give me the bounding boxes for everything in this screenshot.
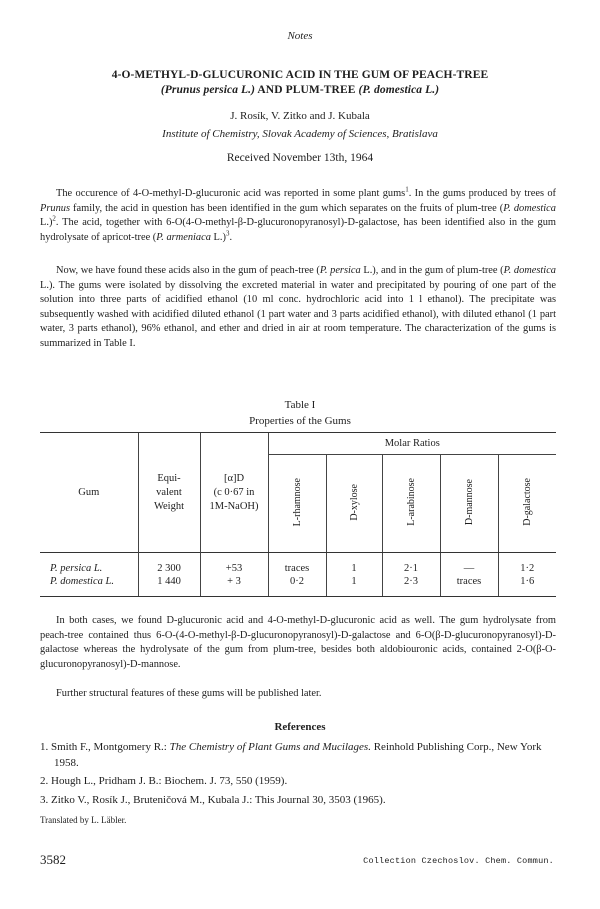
- running-head: Notes: [287, 30, 313, 42]
- references-heading: References: [274, 721, 326, 733]
- table-caption: [0, 397, 600, 429]
- page-number: 3582: [40, 852, 66, 867]
- header-specific-rotation: [α]D (c 0·67 in 1M-NaOH): [200, 433, 268, 553]
- paragraph-4: Further structural features of these gums will be published later.: [56, 688, 322, 699]
- title-line-1: 4-O-METHYL-D-GLUCURONIC ACID IN THE GUM OF PEACH-TREE: [111, 69, 489, 81]
- title-species-1: (Prunus persica L.): [160, 84, 256, 96]
- reference-item: 1. Smith F., Montgomery R.: The Chemistry of Plant Gums and Mucilages. Reinhold Publishing Corp., New York 1958.: [40, 741, 542, 769]
- header-sugar-arabinose: L-arabinose: [405, 478, 417, 526]
- header-sugar-mannose: D-mannose: [463, 478, 475, 526]
- header-sugar-xylose: D-xylose: [348, 483, 360, 521]
- reference-item: 2. Hough L., Pridham J. B.: Biochem. J. 73, 550 (1959).: [40, 775, 288, 787]
- header-gum: Gum: [40, 433, 138, 553]
- header-molar-ratios: Molar Ratios: [268, 433, 556, 455]
- references-list: [40, 740, 560, 811]
- table-number: Table I: [284, 399, 316, 411]
- reference-item: 3. Zitko V., Rosík J., Bruteničová M., Kubala J.: This Journal 30, 3503 (1965).: [40, 793, 386, 806]
- authors: J. Rosík, V. Zitko and J. Kubala: [230, 110, 370, 122]
- received-date: Received November 13th, 1964: [226, 152, 374, 164]
- title-species-2: (P. domestica L.): [358, 84, 440, 96]
- title-connector: AND PLUM-TREE: [255, 84, 359, 96]
- table-header-row-1: [40, 433, 556, 455]
- title-line-2: [40, 83, 560, 98]
- table-title: Properties of the Gums: [249, 415, 351, 427]
- citation-3: 3: [225, 229, 230, 238]
- institute: Institute of Chemistry, Slovak Academy of Sciences, Bratislava: [162, 128, 438, 140]
- translator-note: Translated by L. Läbler.: [40, 815, 127, 825]
- header-sugar-galactose: D-galactose: [521, 478, 533, 526]
- paragraph-2: Now, we have found these acids also in the gum of peach-tree (P. persica L.), and in the gum of plum-tree (P. domestica L.). The gums were isolated by dissolving the excreted material in water and precipitated by pouring of one part of the solution into three parts of acidified ethanol (10 ml conc. hydrochloric acid into 1 l ethanol). The precipitate was subsequently washed with acidified diluted ethanol (1 part water and 3 parts acidified ethanol), with diluted ethanol (1 part water, 3 parts ethanol), 96% ethanol, and ether and dried in air at room temperature. The characterization of the gums is summarized in Table I.: [40, 265, 557, 349]
- table-row: P. domestica L. 1 440 + 3 0·2 1 2·3 traces 1·6: [40, 575, 556, 597]
- article-title: [40, 68, 560, 98]
- citation-1: 1: [405, 185, 409, 194]
- paragraph-1: The occurence of 4-O-methyl-D-glucuronic acid was reported in some plant gums$^1$. In the gums produced by trees of Prunus family, the acid in question has been identified in the gum which separates on the fruits of plum-tree (P. domestica L.)$^2$. The acid, together with 6-O(4-O-methyl-β-D-glucuronopyranosyl)-D-galactose, has been identified also in the gum hydrolysate of apricot-tree (P. armeniaca L.)$^3$.: [40, 185, 557, 243]
- paragraph-3: In both cases, we found D-glucuronic acid and 4-O-methyl-D-glucuronic acid as well. The gum hydrolysate from peach-tree contained thus 6-O-(4-O-methyl-β-D-glucuronopyranosyl)-D-galactose and 6-O(β-D-glucuronopyranosyl)-D-galactose whereas the hydrolysate of the gum from plum-tree, besides both aldobiouronic acids, contained 2-O(β-O-glucuronopyranosyl)-D-mannose.: [40, 615, 556, 670]
- header-equivalent-weight: Equi- valent Weight: [138, 433, 200, 553]
- citation-2: 2: [52, 214, 56, 223]
- table-row: P. persica L. 2 300 +53 traces 1 2·1 — 1·2: [40, 553, 556, 575]
- journal-name: Collection Czechoslov. Chem. Commun.: [363, 856, 554, 866]
- header-sugar-rhamnose: L-rhamnose: [291, 477, 303, 527]
- properties-table: [40, 432, 556, 597]
